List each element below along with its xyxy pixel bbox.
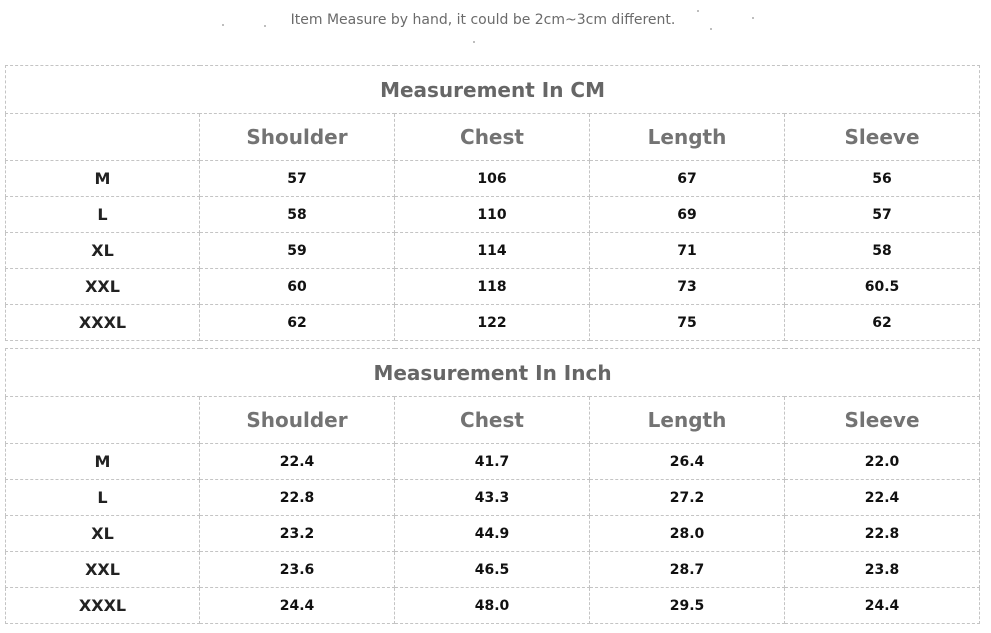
length-value: 67 [590, 161, 785, 197]
table-row [6, 305, 980, 341]
sleeve-value: 60.5 [785, 269, 980, 305]
header-cell-chest: Chest [395, 114, 590, 161]
chest-value: 46.5 [395, 552, 590, 588]
chest-value: 48.0 [395, 588, 590, 624]
size-label: XXL [6, 269, 200, 305]
table-row [6, 197, 980, 233]
length-value: 28.0 [590, 516, 785, 552]
sleeve-value: 23.8 [785, 552, 980, 588]
chest-value: 41.7 [395, 444, 590, 480]
shoulder-value: 58 [200, 197, 395, 233]
size-label: XL [6, 233, 200, 269]
shoulder-value: 23.6 [200, 552, 395, 588]
sleeve-value: 58 [785, 233, 980, 269]
sleeve-value: 22.8 [785, 516, 980, 552]
shoulder-value: 57 [200, 161, 395, 197]
shoulder-value: 60 [200, 269, 395, 305]
table-row [6, 480, 980, 516]
sleeve-value: 22.4 [785, 480, 980, 516]
chest-value: 43.3 [395, 480, 590, 516]
table-row [6, 552, 980, 588]
length-value: 26.4 [590, 444, 785, 480]
header-cell-size [6, 397, 200, 444]
sleeve-value: 62 [785, 305, 980, 341]
header-cell-length: Length [590, 397, 785, 444]
table-row [6, 444, 980, 480]
chest-value: 106 [395, 161, 590, 197]
length-value: 27.2 [590, 480, 785, 516]
header-cell-shoulder: Shoulder [200, 114, 395, 161]
size-label: L [6, 197, 200, 233]
header-cell-chest: Chest [395, 397, 590, 444]
shoulder-value: 22.4 [200, 444, 395, 480]
size-label: M [6, 444, 200, 480]
table-header-row [6, 114, 980, 161]
size-label: XXXL [6, 588, 200, 624]
inch-measurement-table [5, 348, 980, 624]
sleeve-value: 56 [785, 161, 980, 197]
table-title-row [6, 349, 980, 397]
table-row [6, 161, 980, 197]
length-value: 28.7 [590, 552, 785, 588]
length-value: 73 [590, 269, 785, 305]
header-cell-sleeve: Sleeve [785, 397, 980, 444]
table-row [6, 233, 980, 269]
header-cell-shoulder: Shoulder [200, 397, 395, 444]
header-cell-length: Length [590, 114, 785, 161]
table-row [6, 588, 980, 624]
measurement-note: Item Measure by hand, it could be 2cm~3cm different. [290, 12, 676, 28]
sleeve-value: 24.4 [785, 588, 980, 624]
size-label: XL [6, 516, 200, 552]
length-value: 75 [590, 305, 785, 341]
shoulder-value: 59 [200, 233, 395, 269]
shoulder-value: 22.8 [200, 480, 395, 516]
chest-value: 118 [395, 269, 590, 305]
sleeve-value: 57 [785, 197, 980, 233]
table-row [6, 269, 980, 305]
chest-value: 114 [395, 233, 590, 269]
size-label: XXXL [6, 305, 200, 341]
header-cell-sleeve: Sleeve [785, 114, 980, 161]
size-label: L [6, 480, 200, 516]
sleeve-value: 22.0 [785, 444, 980, 480]
shoulder-value: 62 [200, 305, 395, 341]
size-label: M [6, 161, 200, 197]
size-label: XXL [6, 552, 200, 588]
length-value: 71 [590, 233, 785, 269]
table-header-row [6, 397, 980, 444]
shoulder-value: 24.4 [200, 588, 395, 624]
header-cell-size [6, 114, 200, 161]
table-title-row [6, 66, 980, 114]
chest-value: 122 [395, 305, 590, 341]
length-value: 29.5 [590, 588, 785, 624]
table-title: Measurement In Inch [6, 349, 980, 397]
chest-value: 110 [395, 197, 590, 233]
length-value: 69 [590, 197, 785, 233]
cm-measurement-table [5, 65, 980, 341]
table-title: Measurement In CM [6, 66, 980, 114]
chest-value: 44.9 [395, 516, 590, 552]
shoulder-value: 23.2 [200, 516, 395, 552]
table-row [6, 516, 980, 552]
